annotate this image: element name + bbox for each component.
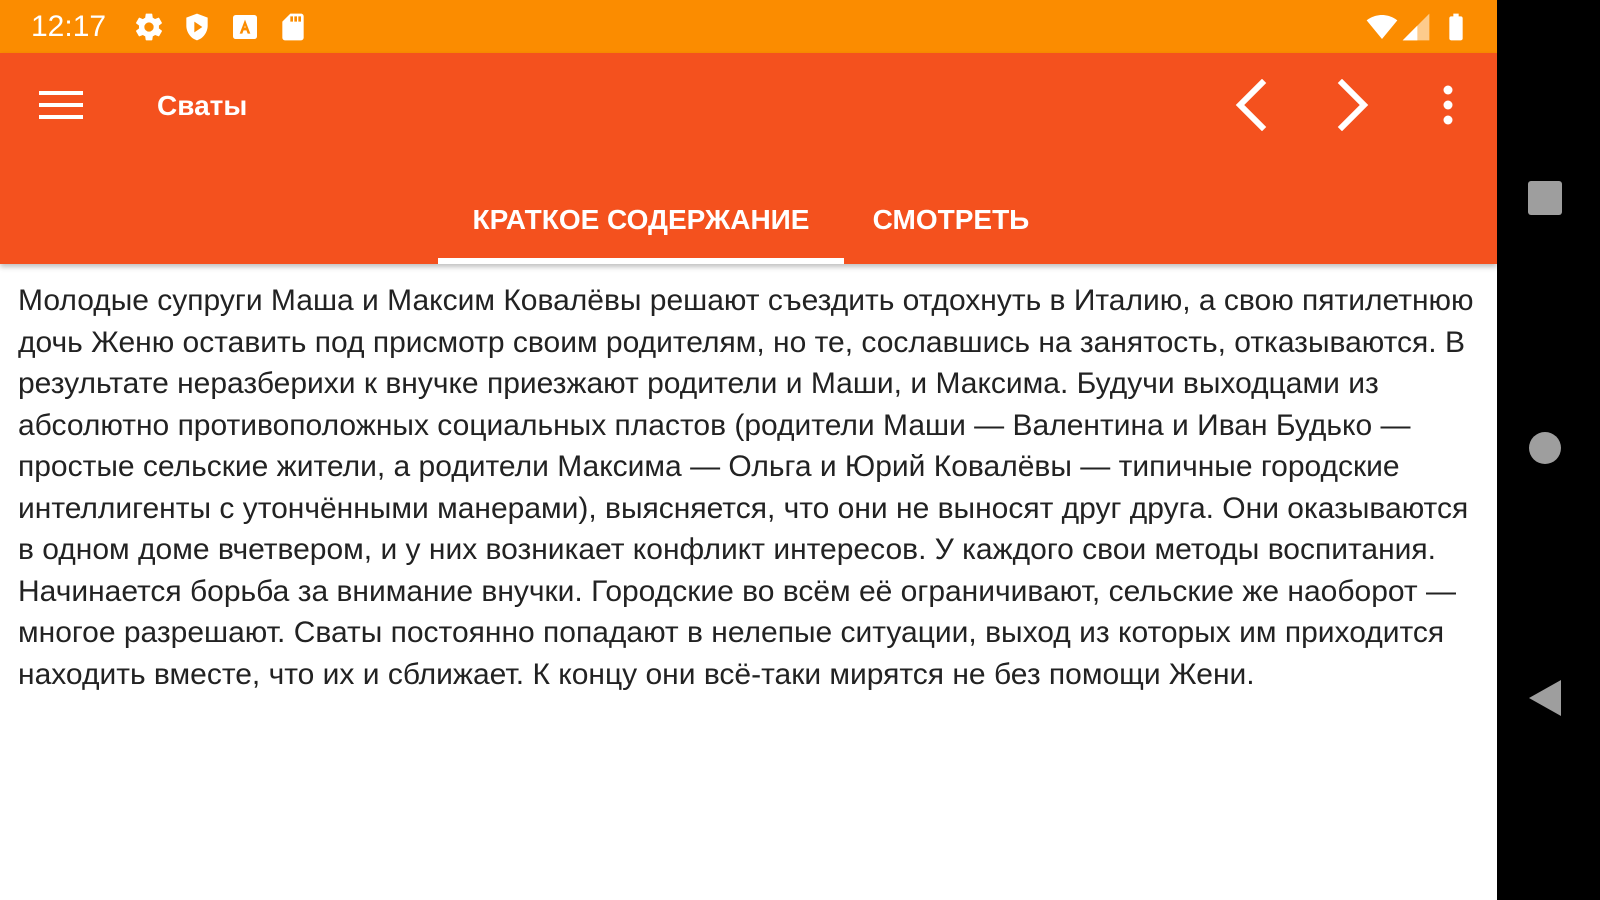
previous-button[interactable] bbox=[1218, 73, 1282, 137]
wifi-icon bbox=[1366, 11, 1398, 43]
status-time: 12:17 bbox=[31, 10, 107, 43]
home-button[interactable] bbox=[1513, 418, 1577, 482]
menu-icon bbox=[39, 89, 83, 121]
signal-icon bbox=[1400, 11, 1432, 43]
font-icon bbox=[229, 11, 261, 43]
back-button[interactable] bbox=[1513, 668, 1577, 732]
battery-icon bbox=[1440, 11, 1472, 43]
chevron-left-icon bbox=[1230, 79, 1270, 131]
recents-button[interactable] bbox=[1513, 168, 1577, 232]
tab-indicator bbox=[438, 258, 844, 264]
tab-watch-label: СМОТРЕТЬ bbox=[872, 203, 1030, 235]
status-bar bbox=[0, 0, 1497, 53]
more-vert-icon bbox=[1442, 85, 1454, 125]
more-options-button[interactable] bbox=[1416, 73, 1480, 137]
app-bar bbox=[0, 53, 1497, 264]
play-protect-icon bbox=[181, 11, 213, 43]
chevron-right-icon bbox=[1334, 79, 1374, 131]
home-icon bbox=[1527, 430, 1563, 471]
next-button[interactable] bbox=[1322, 73, 1386, 137]
sd-card-icon bbox=[277, 11, 309, 43]
menu-button[interactable] bbox=[29, 73, 93, 137]
back-icon bbox=[1527, 678, 1563, 723]
tab-summary[interactable] bbox=[438, 175, 844, 264]
app-title: Сваты bbox=[157, 90, 248, 121]
recents-icon bbox=[1527, 180, 1563, 221]
tab-summary-label: КРАТКОЕ СОДЕРЖАНИЕ bbox=[472, 203, 810, 235]
summary-text: Молодые супруги Маша и Максим Ковалёвы решают съездить отдохнуть в Италию, а свою пятилетнюю дочь Женю оставить под присмотр своим родителям, но те, сославшись на занятость, отказываются. В результате неразберихи к внучке приезжают родители и Маши, и Максима. Будучи выходцами из абсолютно противоположных социальных пластов (родители Маши — Валентина и Иван Будько — простые сельские жители, а родители Максима — Ольга и Юрий Ковалёвы — типичные городские интеллигенты с утончёнными манерами), выясняется, что они не выносят друг друга. Они оказываются в одном доме вчетвером, и у них возникает конфликт интересов. У каждого свои методы воспитания. Начинается борьба за внимание внучки. Городские во всём её ограничивают, сельские же наоборот — многое разрешают. Сваты постоянно попадают в нелепые ситуации, выход из которых им приходится находить вместе, что их и сближает. К концу они всё-таки мирятся не без помощи Жени. bbox=[18, 284, 1474, 691]
tab-watch[interactable] bbox=[848, 175, 1054, 264]
navigation-bar bbox=[1497, 0, 1600, 900]
settings-icon bbox=[133, 11, 165, 43]
